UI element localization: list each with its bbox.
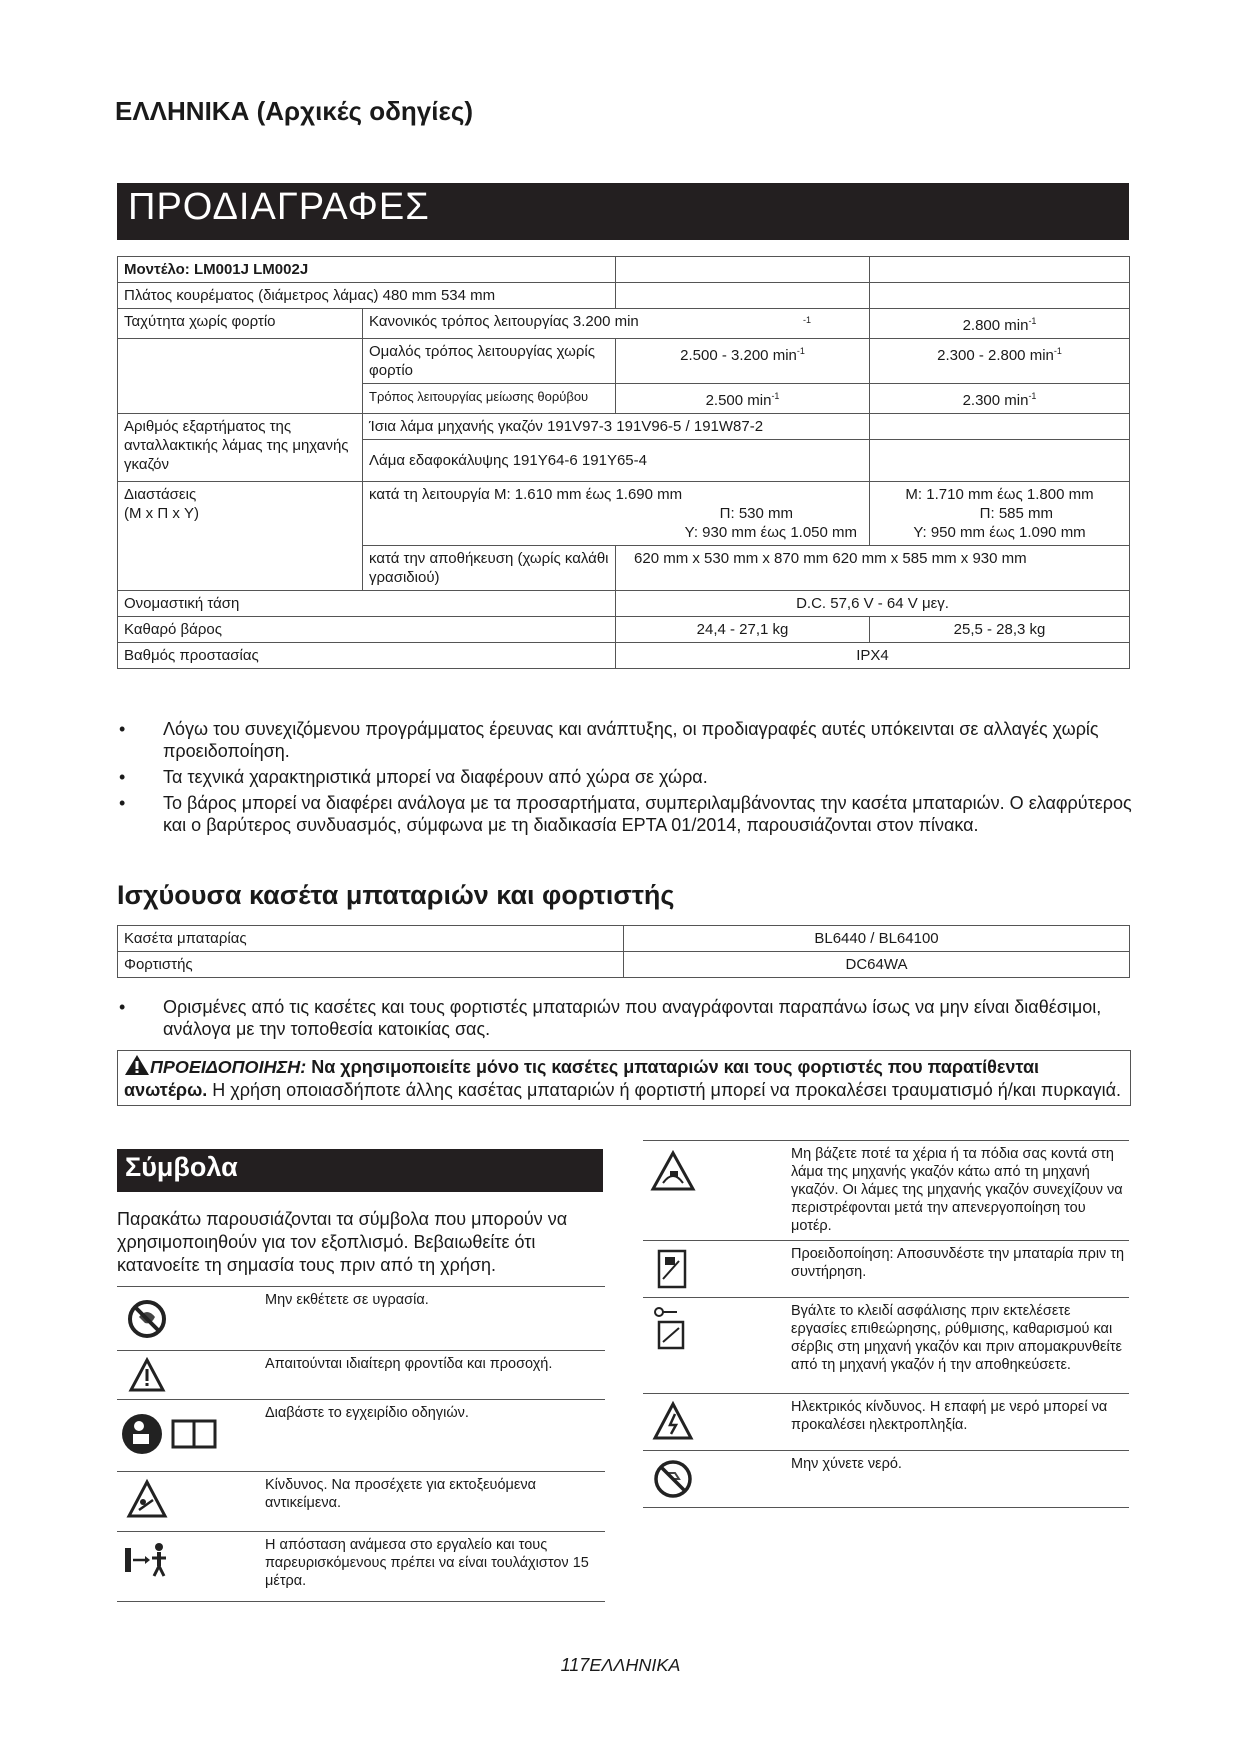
battery-notes-list bbox=[117, 996, 1137, 1044]
symbols-intro: Παρακάτω παρουσιάζονται τα σύμβολα που μπορούν να χρησιμοποιηθούν για τον εξοπλισμό. Βεβαιωθείτε ότι κατανοείτε τη σημασία τους πριν από τη χρήση. bbox=[117, 1209, 568, 1275]
symbol-description: Βγάλτε το κλειδί ασφάλισης πριν εκτελέσετε εργασίες επιθεώρησης, ρύθμισης, καθαρισμού και σέρβις στη μηχανή γκαζόν και πριν απομακρυνθείτε από τη μηχανή γκαζόν ή την αποθηκεύσετε. bbox=[787, 1298, 1129, 1394]
symbol-description: Μην χύνετε νερό. bbox=[787, 1451, 1129, 1508]
specifications-table bbox=[117, 256, 1130, 669]
remove-lock-key-icon bbox=[643, 1302, 703, 1358]
symbols-title: Σύμβολα bbox=[125, 1152, 238, 1182]
normal-mode-superscript: -1 bbox=[803, 315, 812, 325]
spec-row-rated-voltage bbox=[118, 591, 1130, 617]
operation-height: Υ: 930 mm έως 1.050 mm bbox=[684, 524, 858, 541]
read-manual-icon bbox=[117, 1404, 227, 1460]
no-water-icon bbox=[643, 1455, 703, 1503]
symbol-description: Η απόσταση ανάμεσα στο εργαλείο και τους παρευρισκόμενους πρέπει να είναι τουλάχιστον 15 μέτρα. bbox=[261, 1532, 605, 1602]
spec-row-operation-dimensions bbox=[118, 482, 1130, 546]
spec-row-storage-dimensions bbox=[118, 546, 1130, 591]
battery-heading: Ισχύουσα κασέτα μπαταριών και φορτιστής bbox=[117, 880, 675, 910]
spec-row-protection bbox=[118, 643, 1130, 669]
operation-width: Π: 530 mm bbox=[719, 505, 794, 522]
smooth-mode-lm001j: 2.500 - 3.200 min bbox=[680, 347, 797, 364]
protection-value: IPX4 bbox=[616, 643, 1130, 669]
symbol-description: Μην εκθέτετε σε υγρασία. bbox=[261, 1287, 605, 1351]
symbol-row bbox=[117, 1287, 605, 1351]
warning-text: Η χρήση οποιασδήποτε άλλης κασέτας μπαταριών ή φορτιστή μπορεί να προκαλέσει τραυματισμό ή/και πυρκαγιά. bbox=[212, 1080, 1122, 1100]
spec-note: • Το βάρος μπορεί να διαφέρει ανάλογα με τα προσαρτήματα, συμπεριλαμβάνοντας την κασέτα μπαταριών. Ο ελαφρύτερος και ο βαρύτερος συνδυασμός, σύμφωνα με τη διαδικασία EPTA 01/2014, παρουσιάζονται στον πίνακα. bbox=[117, 792, 1137, 836]
rated-voltage-value: D.C. 57,6 V - 64 V μεγ. bbox=[616, 591, 1130, 617]
symbol-row bbox=[643, 1298, 1129, 1394]
page-language-title: ΕΛΛΗΝΙΚΑ (Αρχικές οδηγίες) bbox=[115, 96, 473, 126]
warning-box bbox=[117, 1050, 1131, 1106]
symbols-table-right bbox=[643, 1140, 1129, 1508]
rated-voltage-label: Ονομαστική τάση bbox=[118, 591, 616, 617]
battery-note: • Ορισμένες από τις κασέτες και τους φορτιστές μπαταριών που αναγράφονται παραπάνω ίσως να μην είναι διαθέσιμοι, ανάλογα με την τοποθεσία κατοικίας σας. bbox=[117, 996, 1137, 1040]
quiet-mode-lm001j: 2.500 min bbox=[705, 392, 772, 409]
straight-blade-cell: Ίσια λάμα μηχανής γκαζόν 191V97-3 191V96-5 / 191W87-2 bbox=[363, 414, 870, 440]
blade-hands-feet-icon bbox=[643, 1145, 703, 1201]
smooth-mode-label: Ομαλός τρόπος λειτουργίας χωρίς φορτίο bbox=[363, 339, 616, 384]
cartridge-value: BL6440 / BL64100 bbox=[624, 926, 1130, 952]
caution-triangle-icon bbox=[117, 1355, 177, 1395]
spec-row-normal-mode bbox=[118, 309, 1130, 339]
warning-bold-text: Να χρησιμοποιείτε μόνο τις κασέτες μπαταριών και τους φορτιστές που παρατίθενται ανωτέρω. bbox=[124, 1057, 1040, 1100]
symbol-row bbox=[643, 1394, 1129, 1451]
spec-row-net-weight bbox=[118, 617, 1130, 643]
mulching-blade-cell: Λάμα εδαφοκάλυψης 191Y64-6 191Y65-4 bbox=[363, 440, 870, 482]
net-weight-lm002j: 25,5 - 28,3 kg bbox=[870, 617, 1130, 643]
charger-label: Φορτιστής bbox=[118, 952, 624, 978]
symbol-description: Απαιτούνται ιδιαίτερη φροντίδα και προσοχή. bbox=[261, 1351, 605, 1400]
symbol-row bbox=[117, 1351, 605, 1400]
spec-row-cutting-width bbox=[118, 283, 1130, 309]
symbol-description: Κίνδυνος. Να προσέχετε για εκτοξευόμενα αντικείμενα. bbox=[261, 1472, 605, 1532]
operation-length: κατά τη λειτουργία Μ: 1.610 mm έως 1.690 mm bbox=[369, 486, 683, 503]
storage-values: 620 mm x 530 mm x 870 mm 620 mm x 585 mm x 930 mm bbox=[616, 546, 1130, 591]
symbol-description: Προειδοποίηση: Αποσυνδέστε την μπαταρία πριν τη συντήρηση. bbox=[787, 1241, 1129, 1298]
warning-triangle-icon bbox=[124, 1054, 150, 1076]
min-superscript: -1 bbox=[1028, 391, 1037, 401]
quiet-mode-label: Τρόπος λειτουργίας μείωσης θορύβου bbox=[363, 384, 616, 414]
quiet-mode-lm002j: 2.300 min bbox=[962, 392, 1029, 409]
net-weight-label: Καθαρό βάρος bbox=[118, 617, 616, 643]
symbol-row bbox=[643, 1241, 1129, 1298]
remove-battery-icon bbox=[643, 1245, 703, 1293]
min-superscript: -1 bbox=[796, 346, 805, 356]
battery-row-cartridge bbox=[118, 926, 1130, 952]
min-superscript: -1 bbox=[1028, 316, 1037, 326]
dimensions-axes-label: (Μ x Π x Υ) bbox=[124, 505, 199, 522]
symbol-row bbox=[117, 1472, 605, 1532]
battery-table bbox=[117, 925, 1130, 978]
min-superscript: -1 bbox=[1053, 346, 1062, 356]
no-load-speed-label: Ταχύτητα χωρίς φορτίο bbox=[118, 309, 363, 339]
cutting-width-cell: Πλάτος κουρέματος (διάμετρος λάμας) 480 mm 534 mm bbox=[118, 283, 616, 309]
protection-label: Βαθμός προστασίας bbox=[118, 643, 616, 669]
spec-note: • Τα τεχνικά χαρακτηριστικά μπορεί να διαφέρουν από χώρα σε χώρα. bbox=[117, 766, 1137, 788]
dimensions-label: Διαστάσεις bbox=[124, 486, 197, 503]
no-moisture-icon bbox=[117, 1291, 177, 1343]
spec-row-quiet-mode bbox=[118, 384, 1130, 414]
electric-hazard-icon bbox=[643, 1398, 703, 1446]
storage-label: κατά την αποθήκευση (χωρίς καλάθι γρασιδιού) bbox=[363, 546, 616, 591]
symbol-row bbox=[643, 1451, 1129, 1508]
operation-lm002j-width: Π: 585 mm bbox=[979, 505, 1054, 522]
specifications-title: ΠΡΟΔΙΑΓΡΑΦΕΣ bbox=[128, 186, 430, 228]
blade-part-label: Αριθμός εξαρτήματος της ανταλλακτικής λάμας της μηχανής γκαζόν bbox=[118, 414, 363, 482]
page-number: 117ΕΛΛΗΝΙΚΑ bbox=[560, 1655, 681, 1675]
symbol-description: Ηλεκτρικός κίνδυνος. Η επαφή με νερό μπορεί να προκαλέσει ηλεκτροπληξία. bbox=[787, 1394, 1129, 1451]
net-weight-lm001j: 24,4 - 27,1 kg bbox=[616, 617, 870, 643]
spec-notes-list bbox=[117, 718, 1137, 840]
cartridge-label: Κασέτα μπαταρίας bbox=[118, 926, 624, 952]
operation-lm002j-length: Μ: 1.710 mm έως 1.800 mm bbox=[905, 486, 1094, 503]
symbol-row bbox=[117, 1400, 605, 1472]
smooth-mode-lm002j: 2.300 - 2.800 min bbox=[937, 347, 1054, 364]
symbol-row bbox=[643, 1141, 1129, 1241]
charger-value: DC64WA bbox=[624, 952, 1130, 978]
normal-mode-cell: Κανονικός τρόπος λειτουργίας 3.200 min bbox=[369, 313, 639, 330]
warning-label: ΠΡΟΕΙΔΟΠΟΙΗΣΗ: bbox=[150, 1057, 307, 1077]
normal-mode-lm002j: 2.800 min bbox=[962, 317, 1029, 334]
spec-row-smooth-mode bbox=[118, 339, 1130, 384]
symbol-description: Μη βάζετε ποτέ τα χέρια ή τα πόδια σας κοντά στη λάμα της μηχανής γκαζόν κάτω από τη μηχανή γκαζόν. Οι λάμες της μηχανής γκαζόν συνεχίζουν να περιστρέφονται μετά την απενεργοποίηση του μοτέρ. bbox=[787, 1141, 1129, 1241]
keep-distance-icon bbox=[117, 1536, 177, 1584]
battery-row-charger bbox=[118, 952, 1130, 978]
symbol-description: Διαβάστε το εγχειρίδιο οδηγιών. bbox=[261, 1400, 605, 1472]
spec-row-model bbox=[118, 257, 1130, 283]
operation-lm002j-height: Υ: 950 mm έως 1.090 mm bbox=[913, 524, 1086, 541]
min-superscript: -1 bbox=[771, 391, 780, 401]
spec-note: • Λόγω του συνεχιζόμενου προγράμματος έρευνας και ανάπτυξης, οι προδιαγραφές αυτές υπόκεινται σε αλλαγές χωρίς προειδοποίηση. bbox=[117, 718, 1137, 762]
symbol-row bbox=[117, 1532, 605, 1602]
thrown-objects-icon bbox=[117, 1476, 177, 1524]
spec-row-straight-blade bbox=[118, 414, 1130, 440]
symbols-table-left bbox=[117, 1286, 605, 1602]
model-cell: Μοντέλο: LM001J LM002J bbox=[118, 257, 616, 283]
